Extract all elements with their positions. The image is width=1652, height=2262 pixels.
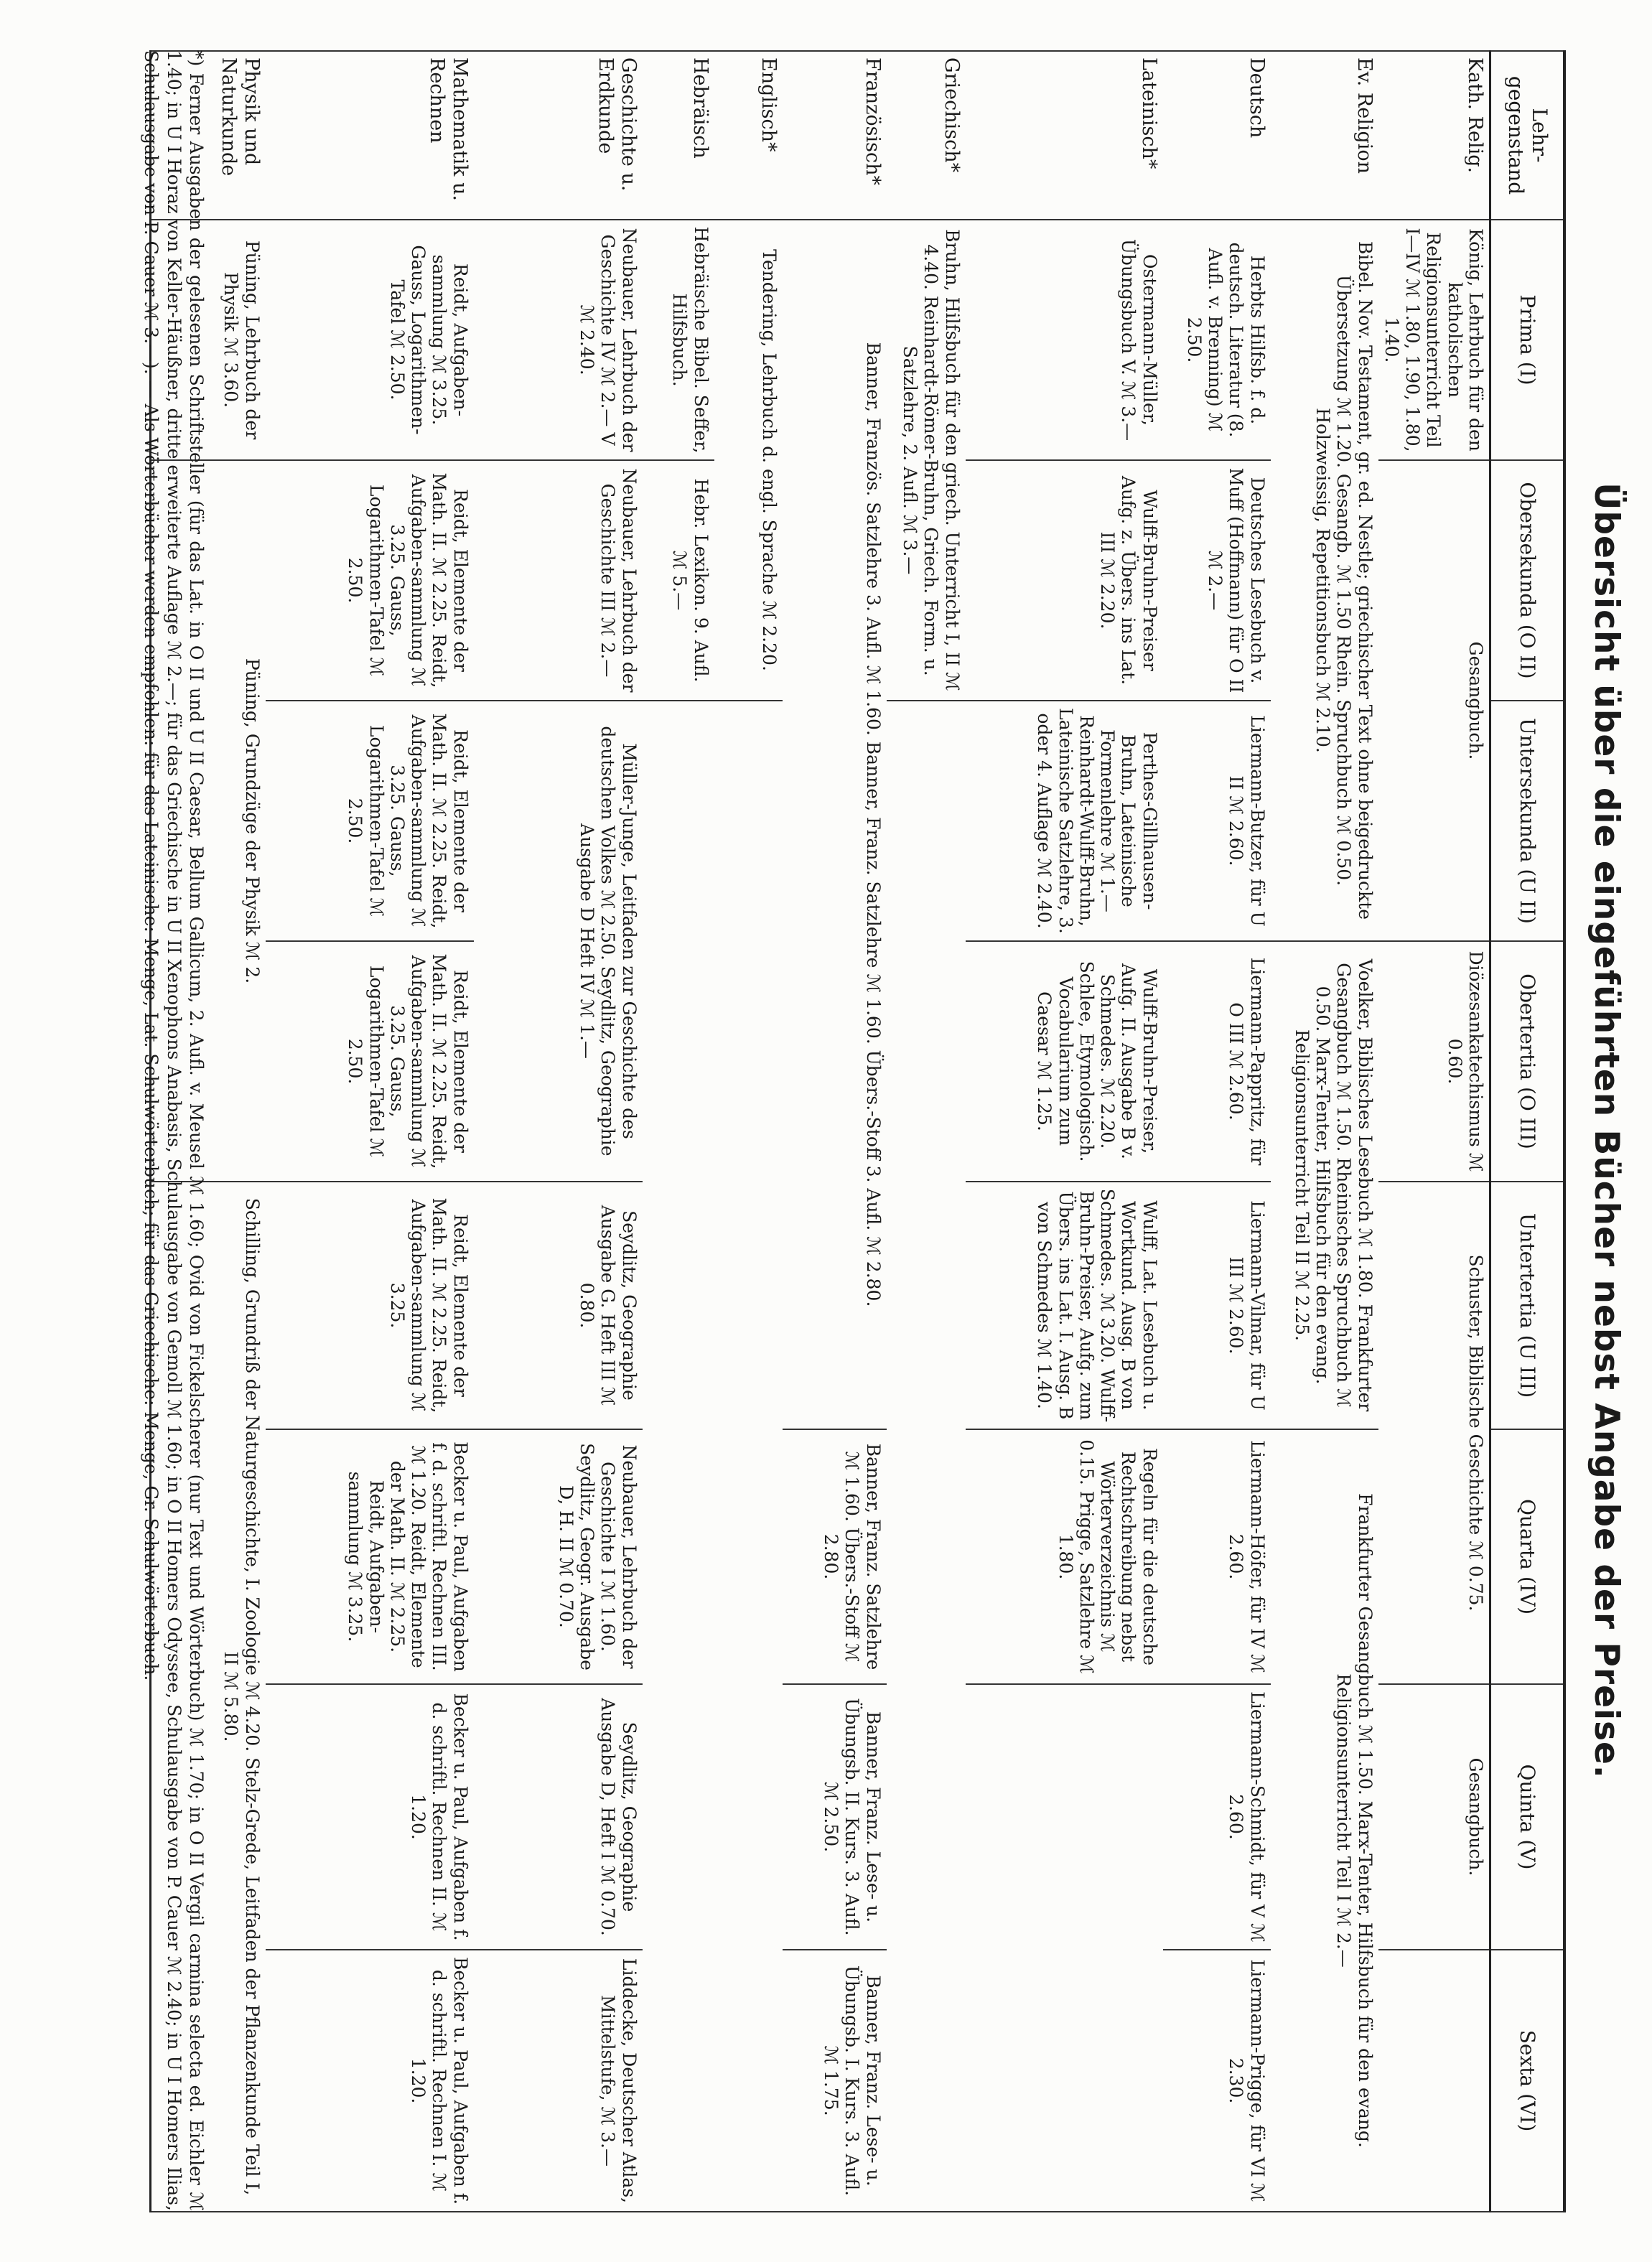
book-cell xyxy=(887,701,966,2212)
book-cell: Banner, Franz. Lese- u. Übungsb. I. Kurs. 3. Aufl. ℳ 1.75. xyxy=(783,1950,887,2212)
column-header-sexta: Sexta (VI) xyxy=(1490,1950,1565,2212)
book-cell: Gesangbuch. xyxy=(1378,460,1490,941)
column-header-prima: Prima (I) xyxy=(1490,220,1565,460)
book-cell: Schilling, Grundriß der Naturgeschichte, I. Zoologie ℳ 4.20. Stelz-Grede, Leitfaden der Pflanzenkunde Teil I, II ℳ 5.80. xyxy=(151,1182,266,2212)
subject-cell: Kath. Relig. xyxy=(1378,51,1490,220)
book-cell: Reidt, Elemente der Math. II. ℳ 2.25. Reidt, Aufgaben-sammlung ℳ 3.25. Gauss, Logarithmen-Tafel ℳ 2.50. xyxy=(266,941,474,1182)
book-cell: Schuster, Biblische Geschichte ℳ 0.75. xyxy=(1378,1182,1490,1684)
subject-cell: Hebräisch xyxy=(643,51,714,220)
book-cell: Liermann-Pappritz, für O III ℳ 2.60. xyxy=(1163,941,1271,1182)
subject-cell: Lateinisch* xyxy=(966,51,1163,220)
subject-cell: Ev. Religion xyxy=(1271,51,1378,220)
subject-cell: Griechisch* xyxy=(887,51,966,220)
column-header-quinta: Quinta (V) xyxy=(1490,1684,1565,1950)
book-cell: Frankfurter Gesangbuch ℳ 1.50. Marx-Tenter, Hilfsbuch für den evang. Religionsunterricht Teil I ℳ 2.— xyxy=(1271,1429,1378,2212)
book-cell: Perthes-Gillhausen-Bruhn, Lateinische Formenlehre ℳ 1.— Reinhardt-Wulff-Bruhn, Lateinische Satzlehre, 3. oder 4. Auflage ℳ 2.40. xyxy=(966,701,1163,941)
subject-cell: Physik und Naturkunde xyxy=(151,51,266,220)
book-cell: Banner, Franz. Satzlehre ℳ 1.60. Übers.-Stoff ℳ 2.80. xyxy=(783,1429,887,1684)
book-cell: Wulff-Bruhn-Preiser Aufg. z. Übers. ins Lat. III ℳ 2.20. xyxy=(966,460,1163,701)
book-cell xyxy=(966,1684,1163,2212)
subject-cell: Geschichte u. Erdkunde xyxy=(474,51,643,220)
book-cell: König, Lehrbuch für den katholischen Religionsunterricht Teil I—IV ℳ 1.80, 1.90, 1.80, 1.40. xyxy=(1378,220,1490,460)
book-cell: Reidt, Elemente der Math. II. ℳ 2.25. Reidt, Aufgaben-sammlung ℳ 3.25. Gauss, Logarithmen-Tafel ℳ 2.50. xyxy=(266,460,474,701)
book-cell: Tendering, Lehrbuch d. engl. Sprache ℳ 2.20. xyxy=(714,220,783,701)
table-row xyxy=(1271,51,1378,2212)
book-cell: Neubauer, Lehrbuch der Geschichte I ℳ 1.60. Seydlitz, Geogr. Ausgabe D, H. II ℳ 0.70. xyxy=(474,1429,643,1684)
book-cell xyxy=(643,701,714,2212)
book-cell xyxy=(1378,1950,1490,2212)
book-cell: Seydlitz, Geographie Ausgabe D, Heft I ℳ 0.70. xyxy=(474,1684,643,1950)
book-cell: Liermann-Prigge, für VI ℳ 2.30. xyxy=(1163,1950,1271,2212)
book-cell: Banner, Franz. Lese- u. Übungsb. II. Kurs. 3. Aufl. ℳ 2.50. xyxy=(783,1684,887,1950)
page-title: Übersicht über die eingeführten Bücher nebst Angabe der Preise. xyxy=(1587,482,1626,1779)
column-header-obersekunda: Obersekunda (O II) xyxy=(1490,460,1565,701)
table-row xyxy=(783,51,887,2212)
book-cell: Liermann-Schmidt, für V ℳ 2.60. xyxy=(1163,1684,1271,1950)
book-cell: Becker u. Paul, Aufgaben f. d. schriftl. Rechnen I. ℳ 1.20. xyxy=(266,1950,474,2212)
book-cell: Gesangbuch. xyxy=(1378,1684,1490,1950)
subject-cell: Französisch* xyxy=(783,51,887,220)
book-cell xyxy=(714,701,783,2212)
column-header-untersekunda: Untersekunda (U II) xyxy=(1490,701,1565,941)
book-cell: Banner, Französ. Satzlehre 3. Aufl. ℳ 1.60. Banner, Franz. Satzlehre ℳ 1.60. Übers.-Stoff 3. Aufl. ℳ 2.80. xyxy=(783,220,887,1429)
book-cell: Reidt, Elemente der Math. II. ℳ 2.25. Reidt, Aufgaben-sammlung ℳ 3.25. Gauss, Logarithmen-Tafel ℳ 2.50. xyxy=(266,701,474,941)
table-row xyxy=(643,51,714,2212)
book-cell: Bibel. Nov. Testament, gr. ed. Nestle; griechischer Text ohne beigedruckte Übersetzung ℳ 1.20. Gesangb. ℳ 1.50 Rhein. Spruchbuch ℳ 0.50. Holzweissig, Repetitionsbuch ℳ 2.10. xyxy=(1271,220,1378,941)
book-cell: Liermann-Butzer, für U II ℳ 2.60. xyxy=(1163,701,1271,941)
book-cell: Hebr. Lexikon. 9. Aufl. ℳ 5.— xyxy=(643,460,714,701)
subject-cell: Deutsch xyxy=(1163,51,1271,220)
book-cell: Wulff, Lat. Lesebuch u. Wortkund. Ausg. B von Schmedes. ℳ 3.20. Wulff-Bruhn-Preiser, Aufg. zum Übers. ins Lat. I. Ausg. B von Schmedes ℳ 1.40. xyxy=(966,1182,1163,1429)
book-cell: Regeln für die deutsche Rechtschreibung nebst Wörterverzeichnis ℳ 0.15. Prigge, Satzlehre ℳ 1.80. xyxy=(966,1429,1163,1684)
book-cell: Reidt, Elemente der Math. II. ℳ 2.25. Reidt, Aufgaben-sammlung ℳ 3.25. xyxy=(266,1182,474,1429)
book-cell: Diözesankatechismus ℳ 0.60. xyxy=(1378,941,1490,1182)
book-cell: Liddecke, Deutscher Atlas, Mittelstufe, ℳ 3.— xyxy=(474,1950,643,2212)
column-header-quarta: Quarta (IV) xyxy=(1490,1429,1565,1684)
table-body xyxy=(151,51,1490,2212)
book-cell: Müller-Junge, Leitfaden zur Geschichte des deutschen Volkes ℳ 2.50. Seydlitz, Geographie Ausgabe D Heft IV ℳ 1.— xyxy=(474,701,643,1182)
book-cell: Herbts Hilfsb. f. d. deutsch. Literatur (8. Aufl. v. Brenning) ℳ 2.50. xyxy=(1163,220,1271,460)
table-row xyxy=(1163,51,1271,2212)
table-row xyxy=(266,51,474,2212)
book-cell: Wulff-Bruhn-Preiser, Aufg. II. Ausgabe B v. Schmedes. ℳ 2.20. Schlee, Etymologisch. Vocabularium zum Caesar ℳ 1.25. xyxy=(966,941,1163,1182)
book-cell: Seydlitz, Geographie Ausgabe G. Heft III ℳ 0.80. xyxy=(474,1182,643,1429)
book-cell: Neubauer, Lehrbuch der Geschichte IV ℳ 2.— V ℳ 2.40. xyxy=(474,220,643,460)
header-row xyxy=(1490,51,1565,2212)
column-header-obertertia: Obertertia (O III) xyxy=(1490,941,1565,1182)
book-cell: Voelker, Biblisches Lesebuch ℳ 1.80. Frankfurter Gesangbuch ℳ 1.50. Rheinisches Spruchbuch ℳ 0.50. Marx-Tenter, Hilfsbuch für den evang. Religionsunterricht Teil II ℳ 2.25. xyxy=(1271,941,1378,1429)
table-row xyxy=(887,51,966,2212)
footnote: *) Ferner Ausgaben der gelesenen Schriftsteller (für das Lat. in O II und U II Caesar, Bellum Gallicum, 2. Aufl. v. Meusel ℳ 1.60; Ovid von Fickelscherer (nur Text und Wörterbuch) ℳ 1.70; in O II Vergil carmina selecta ed. Eichler ℳ 1.40; in U I Horaz von Keller-Häußner, dritte erweiterte Auflage ℳ 2.—; für das Griechische in U II Xenophons Anabasis, Schulausgabe von Gemoll ℳ 1.60; in O II Homers Odyssee, Schulausgabe von P. Cauer ℳ 2.40; in U I Homers Ilias, Schulausgabe von P. Cauer ℳ 3.—). — Als Wörterbücher werden empfohlen: für das Lateinische: Menge, Lat. Schulwörterbuch; für das Griechische: Menge, Gr. Schulwörterbuch. xyxy=(141,50,207,2211)
column-header-subject: Lehr-gegenstand xyxy=(1490,51,1565,220)
book-cell: Deutsches Lesebuch v. Muff (Hoffmann) für O II ℳ 2.— xyxy=(1163,460,1271,701)
column-header-untertertia: Untertertia (U III) xyxy=(1490,1182,1565,1429)
book-cell: Becker u. Paul, Aufgaben f. d. schriftl. Rechnen III. ℳ 1.20. Reidt, Elemente der Math. II. ℳ 2.25. Reidt, Aufgaben-sammlung ℳ 3.25. xyxy=(266,1429,474,1684)
subject-cell: Mathematik u. Rechnen xyxy=(266,51,474,220)
book-cell: Reidt, Aufgaben-sammlung ℳ 3.25. Gauss, Logarithmen-Tafel ℳ 2.50. xyxy=(266,220,474,460)
book-cell: Neubauer, Lehrbuch der Geschichte III ℳ 2.— xyxy=(474,460,643,701)
book-cell: Liermann-Höfer, für IV ℳ 2.60. xyxy=(1163,1429,1271,1684)
book-cell: Liermann-Vilmar, für U III ℳ 2.60. xyxy=(1163,1182,1271,1429)
book-cell: Püning, Lehrbuch der Physik ℳ 3.60. xyxy=(151,220,266,460)
table-row xyxy=(474,51,643,2212)
textbook-table xyxy=(149,50,1566,2212)
book-cell: Hebräische Bibel. Seffer, Hilfsbuch. xyxy=(643,220,714,460)
table-row xyxy=(714,51,783,2212)
subject-cell: Englisch* xyxy=(714,51,783,220)
book-cell: Bruhn, Hilfsbuch für den griech. Unterricht I, II ℳ 4.40. Reinhardt-Römer-Bruhn, Griech. Form. u. Satzlehre, 2. Aufl. ℳ 3.— xyxy=(887,220,966,701)
table-row xyxy=(966,51,1163,2212)
table-row xyxy=(1378,51,1490,2212)
book-cell: Püning, Grundzüge der Physik ℳ 2. xyxy=(151,460,266,1182)
book-cell: Becker u. Paul, Aufgaben f. d. schriftl. Rechnen II. ℳ 1.20. xyxy=(266,1684,474,1950)
book-cell: Ostermann-Müller, Übungsbuch V. ℳ 3.— xyxy=(966,220,1163,460)
